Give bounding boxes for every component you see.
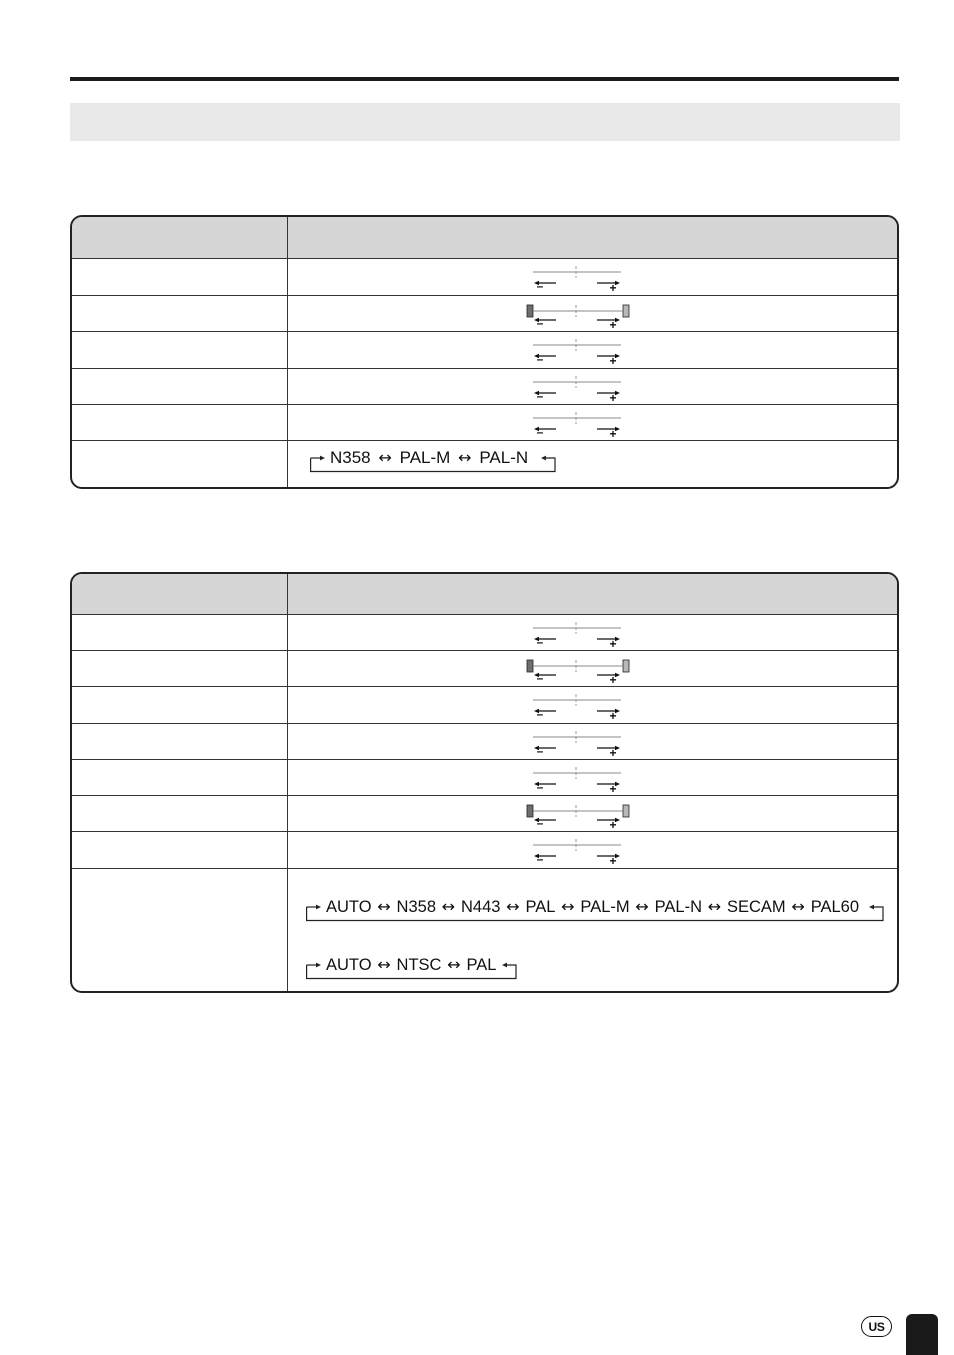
chain-item: AUTO	[326, 956, 372, 974]
value-cell	[288, 760, 897, 795]
table-header	[72, 574, 897, 615]
chain-item: N443	[461, 898, 501, 916]
chain-separator: ↔	[377, 955, 391, 974]
chain-item: PAL-N	[654, 898, 702, 916]
page-edge-tab	[906, 1314, 938, 1355]
table-row	[72, 615, 897, 651]
slider-min-limit-icon	[527, 305, 533, 317]
table-row	[72, 832, 897, 869]
adjust-slider-limits-icon	[525, 655, 631, 686]
adjust-slider-icon	[525, 619, 631, 650]
chain-separator: ↔	[441, 897, 456, 916]
plus-sign: +	[609, 427, 617, 441]
slider-graphic	[525, 373, 631, 404]
table-row	[72, 760, 897, 796]
table-row	[72, 369, 897, 405]
chain-separator: ↔	[561, 897, 575, 916]
label-cell	[72, 296, 288, 331]
slider-graphic	[525, 800, 631, 831]
value-cell	[288, 405, 897, 440]
label-cell	[72, 332, 288, 368]
plus-sign: +	[609, 281, 617, 295]
signal-cycle-chain	[310, 448, 556, 473]
chain-separator: ↔	[635, 897, 649, 916]
chain-item: PAL	[466, 956, 497, 974]
chain-separator: ↔	[377, 897, 391, 916]
plus-sign: +	[609, 709, 617, 723]
slider-max-limit-icon	[623, 305, 629, 317]
label-cell	[72, 651, 288, 686]
label-cell	[72, 796, 288, 831]
label-cell	[72, 724, 288, 759]
slider-graphic	[525, 619, 631, 650]
table-row	[72, 441, 897, 487]
table-row	[72, 687, 897, 724]
minus-sign: –	[536, 389, 544, 403]
header-cell-description	[288, 217, 897, 258]
value-cell	[288, 441, 897, 487]
value-cell	[288, 651, 897, 686]
chain-separator: ↔	[447, 955, 461, 974]
top-rule	[70, 77, 899, 81]
plus-sign: +	[609, 782, 617, 796]
value-cell	[288, 332, 897, 368]
slider-max-limit-icon	[623, 805, 629, 817]
label-cell	[72, 687, 288, 723]
minus-sign: –	[536, 352, 544, 366]
table-row	[72, 332, 897, 369]
slider-graphic	[525, 336, 631, 367]
table-row	[72, 869, 897, 991]
adjust-slider-icon	[525, 409, 631, 440]
label-cell	[72, 369, 288, 404]
slider-graphic	[525, 655, 631, 686]
slider-graphic	[525, 409, 631, 440]
table-row	[72, 405, 897, 441]
value-cell	[288, 296, 897, 331]
slider-graphic	[525, 728, 631, 759]
header-cell-item	[72, 217, 288, 258]
table-header	[72, 217, 897, 259]
adjust-slider-icon	[525, 691, 631, 722]
chain-item: N358	[396, 898, 436, 916]
chain-separator: ↔	[707, 897, 722, 916]
slider-graphic	[525, 300, 631, 331]
plus-sign: +	[609, 673, 617, 687]
minus-sign: –	[536, 635, 544, 649]
label-cell	[72, 405, 288, 440]
adjust-slider-icon	[525, 836, 631, 867]
adjust-slider-limits-icon	[525, 800, 631, 831]
value-cell	[288, 724, 897, 759]
minus-sign: –	[536, 707, 544, 721]
slider-graphic	[525, 263, 631, 294]
adjust-slider-icon	[525, 764, 631, 795]
minus-sign: –	[536, 852, 544, 866]
minus-sign: –	[536, 279, 544, 293]
table-row	[72, 259, 897, 296]
chain-separator: ↔	[506, 897, 520, 916]
label-cell	[72, 832, 288, 868]
chain-item: PAL60	[810, 898, 860, 916]
value-cell	[288, 832, 897, 868]
chain-item: NTSC	[396, 956, 442, 974]
signal-cycle-chain	[306, 897, 884, 922]
slider-graphic	[525, 691, 631, 722]
chain-item: AUTO	[326, 898, 372, 916]
label-cell	[72, 615, 288, 650]
adjust-slider-icon	[525, 728, 631, 759]
plus-sign: +	[609, 818, 617, 832]
adjust-slider-icon	[525, 373, 631, 404]
table-row	[72, 724, 897, 760]
chain-item: PAL-N	[479, 448, 529, 467]
chain-separator: ↔	[791, 897, 805, 916]
value-cell	[288, 615, 897, 650]
adjust-slider-icon	[525, 336, 631, 367]
plus-sign: +	[609, 391, 617, 405]
value-cell	[288, 369, 897, 404]
plus-sign: +	[609, 354, 617, 368]
label-cell	[72, 441, 288, 487]
minus-sign: –	[536, 671, 544, 685]
minus-sign: –	[536, 816, 544, 830]
slider-max-limit-icon	[623, 660, 629, 672]
plus-sign: +	[609, 637, 617, 651]
plus-sign: +	[609, 318, 617, 332]
chain-item: PAL-M	[580, 898, 630, 916]
section-heading-band	[70, 103, 900, 141]
table-row	[72, 796, 897, 832]
table-row	[72, 651, 897, 687]
adjust-slider-limits-icon	[525, 300, 631, 331]
adjust-slider-icon	[525, 263, 631, 294]
chain-item: PAL-M	[399, 448, 451, 467]
slider-min-limit-icon	[527, 805, 533, 817]
value-cell	[288, 869, 897, 991]
minus-sign: –	[536, 316, 544, 330]
region-badge	[861, 1316, 892, 1337]
chain-separator: ↔	[378, 448, 392, 467]
value-cell	[288, 687, 897, 723]
label-cell	[72, 259, 288, 295]
plus-sign: +	[609, 746, 617, 760]
chain-item: SECAM	[727, 898, 786, 916]
minus-sign: –	[536, 780, 544, 794]
settings-table-1	[70, 215, 899, 489]
label-cell	[72, 760, 288, 795]
settings-table-2	[70, 572, 899, 993]
header-cell-item	[72, 574, 288, 614]
chain-separator: ↔	[458, 448, 472, 467]
value-cell	[288, 259, 897, 295]
slider-graphic	[525, 764, 631, 795]
signal-cycle-chain	[306, 955, 517, 980]
slider-min-limit-icon	[527, 660, 533, 672]
label-cell	[72, 869, 288, 991]
value-cell	[288, 796, 897, 831]
slider-graphic	[525, 836, 631, 867]
minus-sign: –	[536, 744, 544, 758]
chain-item: PAL	[525, 898, 556, 916]
header-cell-description	[288, 574, 897, 614]
table-row	[72, 296, 897, 332]
plus-sign: +	[609, 854, 617, 868]
chain-item: N358	[330, 448, 371, 467]
minus-sign: –	[536, 425, 544, 439]
region-badge-label: US	[868, 1319, 885, 1334]
